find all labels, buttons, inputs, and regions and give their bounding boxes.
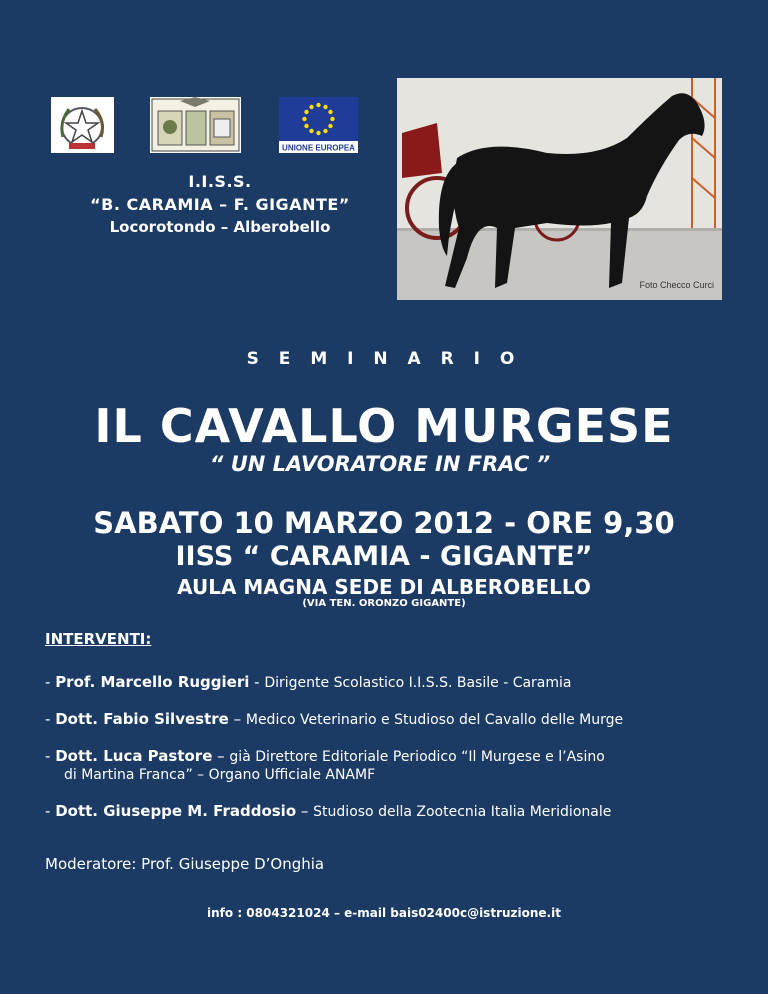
school-crest-icon	[150, 97, 241, 153]
speaker-item	[45, 802, 611, 820]
eu-caption: UNIONE EUROPEA	[282, 143, 355, 153]
event-subtitle: “ UN LAVORATORE IN FRAC ”	[209, 452, 551, 476]
speaker-role: Studioso della Zootecnia Italia Meridionale	[313, 804, 612, 820]
speaker-sep: –	[212, 747, 230, 765]
speaker-role-continued: di Martina Franca” – Organo Ufficiale ANAMF	[64, 767, 376, 783]
school-crest-logo	[150, 97, 241, 153]
event-title: IL CAVALLO MURGESE	[94, 399, 674, 453]
event-address: (VIA TEN. ORONZO GIGANTE)	[302, 598, 466, 609]
speaker-item	[45, 673, 572, 691]
speaker-role: già Direttore Editoriale Periodico “Il Murgese e l’Asino	[229, 749, 605, 765]
speaker-role: Dirigente Scolastico I.I.S.S. Basile - Caramia	[264, 675, 572, 691]
event-date-time: SABATO 10 MARZO 2012 - ORE 9,30	[93, 506, 675, 540]
speaker-name: Dott. Luca Pastore	[55, 747, 213, 765]
photo-credit: Foto Checco Curci	[639, 280, 714, 290]
school-acronym: I.I.S.S.	[188, 172, 252, 191]
event-venue: IISS “ CARAMIA - GIGANTE”	[175, 541, 593, 572]
school-locations: Locorotondo – Alberobello	[109, 218, 331, 236]
speaker-item	[45, 747, 605, 765]
eu-flag-logo	[279, 97, 358, 153]
event-kind: S E M I N A R I O	[246, 349, 522, 369]
speaker-dash: -	[45, 710, 56, 728]
speaker-role: Medico Veterinario e Studioso del Cavallo delle Murge	[245, 712, 624, 728]
horse-photo	[397, 78, 722, 300]
eu-stars-icon	[279, 97, 358, 153]
event-room: AULA MAGNA SEDE DI ALBEROBELLO	[177, 575, 591, 599]
speaker-sep: -	[249, 673, 265, 691]
star-emblem-icon	[51, 97, 114, 153]
speaker-name: Prof. Marcello Ruggieri	[55, 673, 250, 691]
speaker-dash: -	[45, 802, 56, 820]
school-name: “B. CARAMIA – F. GIGANTE”	[90, 195, 350, 214]
speaker-name: Dott. Fabio Silvestre	[55, 710, 229, 728]
speaker-sep: –	[296, 802, 314, 820]
horse-icon	[397, 78, 722, 300]
repubblica-emblem-logo	[51, 97, 114, 153]
moderator: Moderatore: Prof. Giuseppe D’Onghia	[45, 855, 325, 873]
speaker-sep: –	[228, 710, 246, 728]
speaker-dash: -	[45, 673, 56, 691]
interventi-heading: INTERVENTI:	[45, 630, 152, 648]
speaker-item	[45, 710, 623, 728]
speaker-dash: -	[45, 747, 56, 765]
speaker-name: Dott. Giuseppe M. Fraddosio	[55, 802, 297, 820]
contact-info: info : 0804321024 – e-mail bais02400c@istruzione.it	[207, 906, 561, 920]
